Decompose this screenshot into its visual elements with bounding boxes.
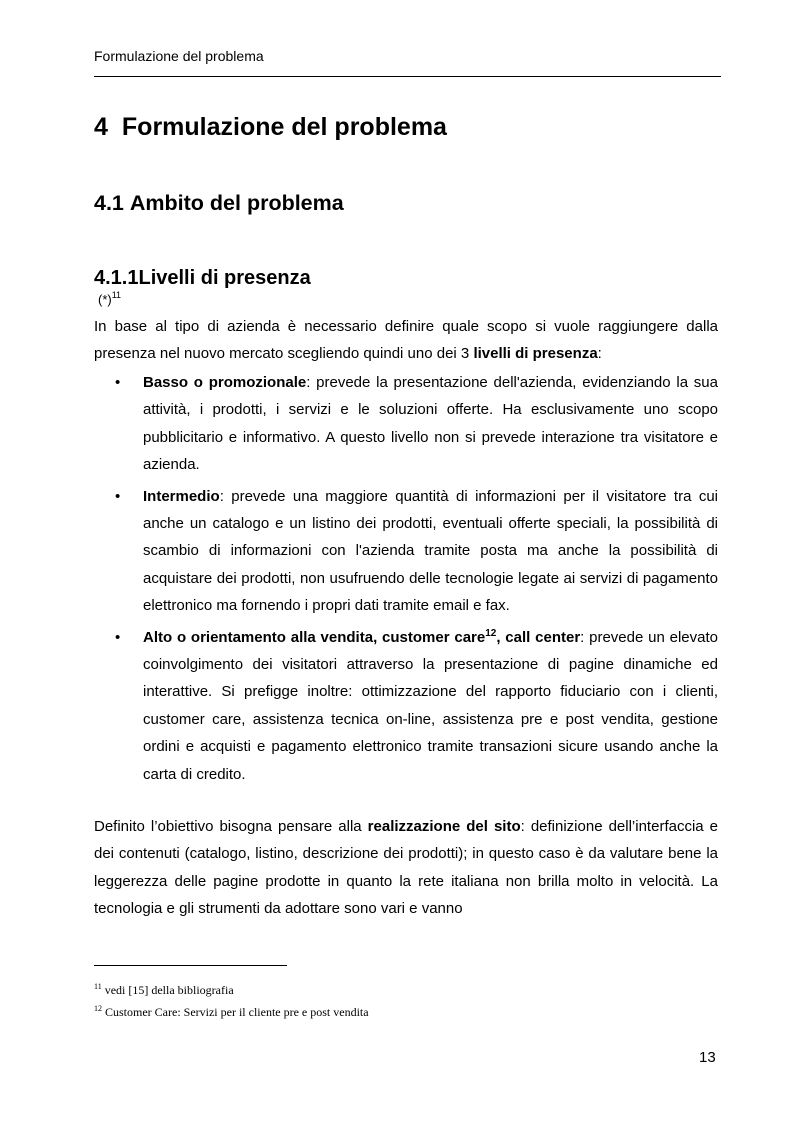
footnote (94, 983, 234, 998)
header-rule (94, 76, 721, 77)
footnote-ref: 12 (94, 1004, 102, 1013)
para2-text-before: Definito l’obiettivo bisogna pensare alla (94, 818, 368, 835)
footnote-rule (94, 965, 287, 966)
level-term: Basso o promozionale (143, 374, 307, 391)
level-description: : prevede la presentazione dell'azienda, evidenziando la sua attività, i prodotti, i servizi e le soluzioni offerte. Ha esclusivamente uno scopo pubblicitario e informativo. A questo livello non si prevede interazione tra visitatore e azienda. (143, 374, 718, 474)
chapter-number: 4 (94, 113, 108, 141)
running-header: Formulazione del problema (94, 48, 264, 64)
section-number: 4.1 (94, 191, 124, 215)
level-term-text: Alto o orientamento alla vendita, customer care (143, 628, 486, 646)
bullet-icon: • (115, 628, 121, 646)
bullet-icon: • (115, 487, 121, 505)
subsection-title (94, 265, 311, 291)
level-term-footnote-ref: 12 (485, 627, 497, 639)
level-term (143, 629, 580, 646)
footnote-text: vedi [15] della bibliografia (104, 983, 234, 997)
footnote-text: Customer Care: Servizi per il cliente pre e post vendita (105, 1005, 369, 1019)
para2-bold: realizzazione del sito (367, 818, 521, 835)
intro-end: : (597, 345, 602, 363)
section-title-text: Ambito del problema (129, 191, 344, 215)
chapter-title (94, 111, 447, 143)
level-term: Intermedio (143, 487, 220, 505)
footnote-marker-symbol: (*) (98, 292, 112, 307)
list-item (94, 369, 718, 479)
subsection-number: 4.1.1 (94, 267, 139, 289)
bullet-icon: • (115, 374, 121, 391)
list-item (94, 624, 718, 788)
list-item (94, 483, 718, 620)
intro-bold: livelli di presenza (473, 345, 598, 363)
chapter-title-text: Formulazione del problema (121, 113, 447, 141)
footnote-marker (98, 292, 121, 308)
level-description: : prevede una maggiore quantità di informazioni per il visitatore tra cui anche un catalogo e un listino dei prodotti, eventuali offerte speciali, la possibilità di scambio di informazioni con l'azienda tramite posta ma anche la possibilità di acquistare dei prodotti, non usufruendo delle tecnologie legate ai servizi di pagamento elettronico ma fornendo i propri dati tramite email e fax. (143, 487, 718, 615)
footnote-ref: 11 (94, 982, 102, 991)
level-description: : prevede un elevato coinvolgimento dei visitatori attraverso la presentazione di pagine dinamiche ed interattive. Si prefigge inoltre: ottimizzazione del rapporto fiduciario con i clienti, customer care, assistenza tecnica on-line, assistenza pre e post vendita, gestione ordini e acquisti e pagamento elettronico tramite transazioni sicure usando anche la carta di credito. (143, 628, 718, 783)
site-realization-paragraph (94, 813, 718, 923)
presence-levels-list (94, 369, 718, 788)
subsection-title-text: Livelli di presenza (138, 267, 311, 289)
intro-text: In base al tipo di azienda è necessario definire quale scopo si vuole raggiungere dalla presenza nel nuovo mercato scegliendo quindi uno dei 3 (94, 318, 718, 363)
level-term-end: , call center (496, 628, 581, 646)
section-title (94, 189, 344, 217)
footnote (94, 1005, 369, 1020)
footnote-marker-ref: 11 (111, 290, 122, 300)
para2-text-after: : definizione dell’interfaccia e dei contenuti (catalogo, listino, descrizione dei prodotti); in questo caso è da valutare bene la leggerezza delle pagine prodotte in quanto la rete italiana non brilla molto in velocità. La tecnologia e gli strumenti da adottare sono vari e vanno (94, 818, 718, 918)
page-number: 13 (699, 1049, 716, 1066)
intro-paragraph (94, 313, 718, 368)
